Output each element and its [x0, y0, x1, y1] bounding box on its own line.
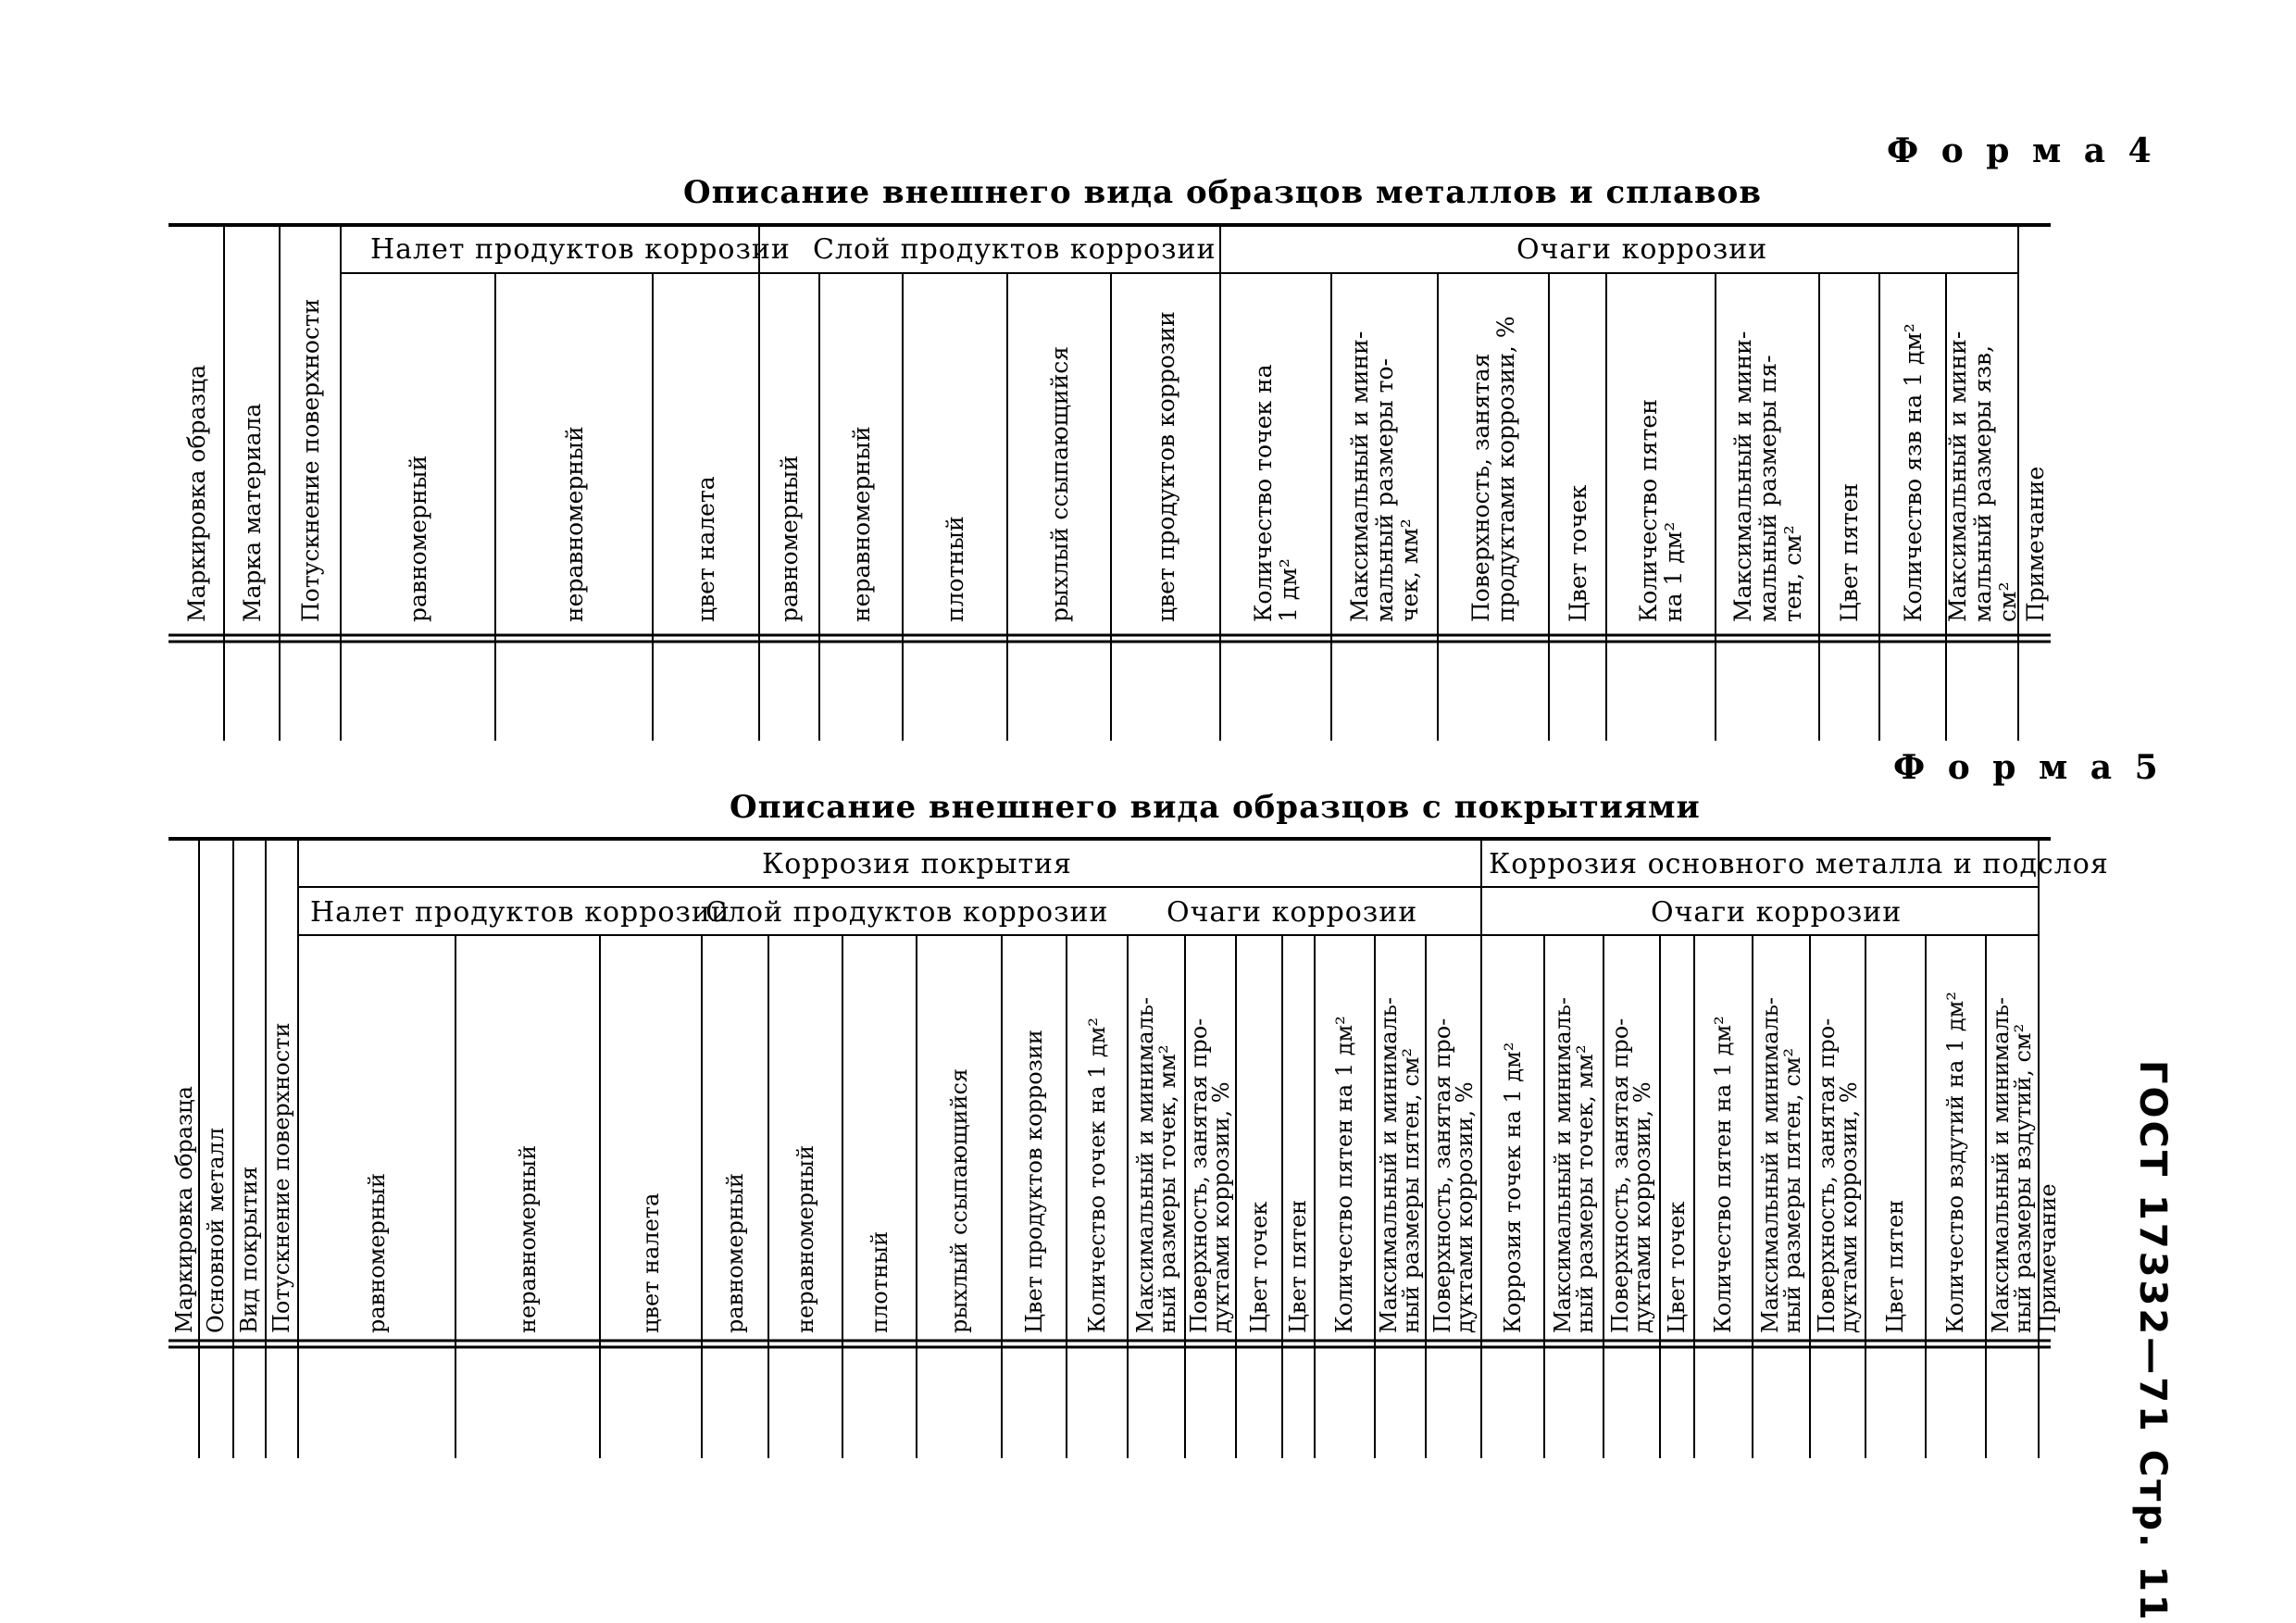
column-header-line: Потускнение поверхности [296, 298, 324, 622]
column-header [868, 1231, 891, 1333]
column-header [1609, 1018, 1653, 1333]
column-header [1287, 1200, 1309, 1333]
column-header-line: равномерный [775, 455, 803, 622]
column-header-line: дуктами коррозии, % [1208, 1081, 1234, 1333]
column-header-line: Поверхность, занятая про- [1429, 1017, 1455, 1333]
column-header-line: см² [1993, 581, 2021, 622]
column-header-line: тен, см² [1778, 525, 1806, 622]
column-header [1502, 1042, 1524, 1333]
column-header-line: Максимальный и мини- [1728, 331, 1756, 622]
column-header-line: Марка материала [238, 403, 266, 622]
column-header-line: Цвет точек [1246, 1201, 1272, 1333]
column-header-line: неравномерный [847, 426, 875, 622]
column-header-line: Поверхность, занятая [1467, 353, 1494, 622]
column-header [205, 1128, 227, 1333]
column-header-line: Максимальный и минималь- [1132, 996, 1158, 1333]
column-header-line: Цвет продуктов коррозии [1021, 1030, 1047, 1333]
column-header [1730, 331, 1805, 622]
column-header-line: неравномерный [560, 426, 588, 622]
column-header [1251, 364, 1301, 622]
column-header [794, 1145, 817, 1333]
column-header-line: мальный размеры пя- [1753, 355, 1781, 622]
column-header [1188, 1018, 1232, 1333]
column-header-line: мальный размеры то- [1370, 358, 1398, 622]
column-header-line: цвет налета [692, 476, 719, 622]
column-header-line: Поверхность, занятая про- [1607, 1017, 1633, 1333]
column-header-line: чек, мм² [1395, 518, 1423, 622]
column-header-line: Поверхность, занятая про- [1814, 1017, 1840, 1333]
column-header-line: плотный [867, 1230, 892, 1333]
column-header-line: 1 дм² [1275, 558, 1302, 622]
column-header-line: Количество пятен [1635, 399, 1662, 622]
column-header-line: дуктами коррозии, % [1629, 1081, 1655, 1333]
column-header [1816, 1018, 1860, 1333]
column-header [240, 404, 265, 622]
column-header [184, 365, 209, 622]
column-header-line: Цвет пятен [1285, 1199, 1311, 1333]
column-header [562, 426, 587, 622]
column-header [849, 426, 874, 622]
column-header-line: Основной металл [203, 1127, 229, 1333]
column-header-line: ный размеры вздутий, см² [2010, 1023, 2036, 1333]
column-header [640, 1193, 662, 1333]
form4-group-deposit: Налет продуктов коррозии [370, 233, 791, 266]
column-header [1552, 997, 1596, 1333]
column-header-line: Коррозия точек на 1 дм² [1500, 1042, 1526, 1333]
column-header [1566, 485, 1591, 622]
column-header-line: цвет продуктов коррозии [1152, 311, 1179, 622]
column-header [1759, 997, 1803, 1333]
column-header-line: равномерный [364, 1173, 390, 1333]
column-header-line: Цвет пятен [1835, 482, 1863, 622]
column-header [1248, 1202, 1270, 1333]
column-header-line: Маркировка образца [171, 1086, 197, 1333]
column-header [1636, 399, 1686, 622]
column-header-line: ный размеры точек, мм² [1154, 1044, 1180, 1333]
form5-label: Ф о р м а 5 [1893, 748, 2164, 787]
column-header-line: дуктами коррозии, % [1836, 1081, 1862, 1333]
column-header [1047, 346, 1072, 622]
column-header-line: плотный [941, 516, 968, 622]
column-header-line: дуктами коррозии, % [1452, 1081, 1478, 1333]
column-header-line: равномерный [404, 455, 431, 622]
column-header-line: цвет налета [638, 1192, 664, 1333]
column-header-line: Примечание [2035, 1183, 2061, 1333]
column-header [1837, 483, 1862, 622]
column-header-line: неравномерный [515, 1144, 541, 1333]
form4-group-layer: Слой продуктов коррозии [813, 233, 1217, 266]
column-header-line: Максимальный и мини- [1345, 331, 1373, 622]
column-header [366, 1173, 388, 1333]
column-header-line: Максимальный и минималь- [1757, 996, 1783, 1333]
form4-title: Описание внешнего вида образцов металлов и сплавов [683, 174, 1762, 211]
column-header-line: Цвет точек [1664, 1201, 1690, 1333]
column-header [1347, 331, 1422, 622]
column-header-line: Поверхность, занятая про- [1186, 1017, 1212, 1333]
column-header-line: Цвет точек [1564, 484, 1591, 622]
column-header [1901, 323, 1926, 622]
column-header [1468, 316, 1518, 622]
column-header-line: Количество пятен на 1 дм² [1331, 1016, 1357, 1333]
column-header [517, 1145, 539, 1333]
column-header [1431, 1018, 1476, 1333]
column-header [948, 1068, 970, 1333]
column-header-line: Количество вздутий на 1 дм² [1942, 992, 1968, 1333]
form5-group-foci-base: Очаги коррозии [1651, 896, 1903, 929]
column-header-line: Цвет пятен [1882, 1199, 1908, 1333]
column-header [238, 1167, 260, 1333]
form5-group-foci-coating: Очаги коррозии [1167, 896, 1418, 929]
column-header-line: Количество точек на 1 дм² [1084, 1017, 1110, 1333]
column-header-line: рыхлый ссыпающийся [946, 1067, 972, 1333]
column-header-line: Количество пятен на 1 дм² [1710, 1016, 1736, 1333]
column-header [173, 1086, 195, 1333]
form4-group-foci: Очаги коррозии [1516, 233, 1768, 266]
column-header-line: Потускнение поверхности [268, 1022, 294, 1333]
column-header-line: Максимальный и мини- [1943, 331, 1971, 622]
column-header-line: Вид покрытия [236, 1166, 262, 1333]
column-header-line: равномерный [722, 1173, 748, 1333]
form5-group-coating-corrosion: Коррозия покрытия [762, 848, 1072, 880]
column-header-line: Примечание [2021, 466, 2049, 622]
column-header [270, 1023, 293, 1333]
column-header [406, 456, 430, 622]
column-header [1666, 1202, 1688, 1333]
column-header [1023, 1030, 1045, 1333]
form4-label: Ф о р м а 4 [1887, 131, 2157, 170]
column-header [1884, 1200, 1906, 1333]
column-header [1712, 1016, 1734, 1333]
column-header-line: ный размеры пятен, см² [1398, 1047, 1424, 1333]
column-header-line: Максимальный и минималь- [1550, 996, 1576, 1333]
column-header-line: Количество язв на 1 дм² [1899, 323, 1927, 622]
column-header-line: мальный размеры язв, [1968, 344, 1996, 622]
column-header [1154, 311, 1179, 622]
column-header-line: Маркировка образца [182, 364, 210, 622]
form5-group-deposit: Налет продуктов коррозии [310, 896, 730, 929]
column-header-line: Максимальный и минималь- [1988, 996, 2014, 1333]
column-header [1333, 1016, 1355, 1333]
column-header-line: Максимальный и минималь- [1376, 996, 1402, 1333]
column-header-line: на 1 дм² [1660, 521, 1687, 622]
form5-group-base-corrosion: Коррозия основного металла и подслоя [1489, 848, 2109, 880]
column-header [2037, 1183, 2059, 1333]
column-header-line: ный размеры пятен, см² [1779, 1047, 1805, 1333]
column-header [1945, 331, 2020, 622]
column-header [1990, 997, 2034, 1333]
form5-group-layer: Слой продуктов коррозии [705, 896, 1109, 929]
column-header [724, 1173, 746, 1333]
column-header [2023, 467, 2048, 622]
column-header-line: ный размеры точек, мм² [1572, 1044, 1598, 1333]
column-header [693, 476, 718, 622]
column-header-line: рыхлый ссыпающийся [1045, 346, 1073, 622]
form5-title: Описание внешнего вида образцов с покрытиями [730, 789, 1701, 826]
gost-page-label: ГОСТ 17332—71 Стр. 11 [2131, 1060, 2174, 1623]
column-header [1134, 997, 1179, 1333]
column-header-line: неравномерный [792, 1144, 818, 1333]
column-header [1944, 992, 1966, 1333]
column-header [942, 516, 967, 622]
column-header [1086, 1017, 1108, 1333]
column-header [298, 299, 323, 622]
column-header [1378, 997, 1422, 1333]
column-header-line: Количество точек на [1250, 364, 1277, 622]
column-header-line: продуктами коррозии, % [1492, 316, 1519, 622]
column-header [777, 456, 802, 622]
